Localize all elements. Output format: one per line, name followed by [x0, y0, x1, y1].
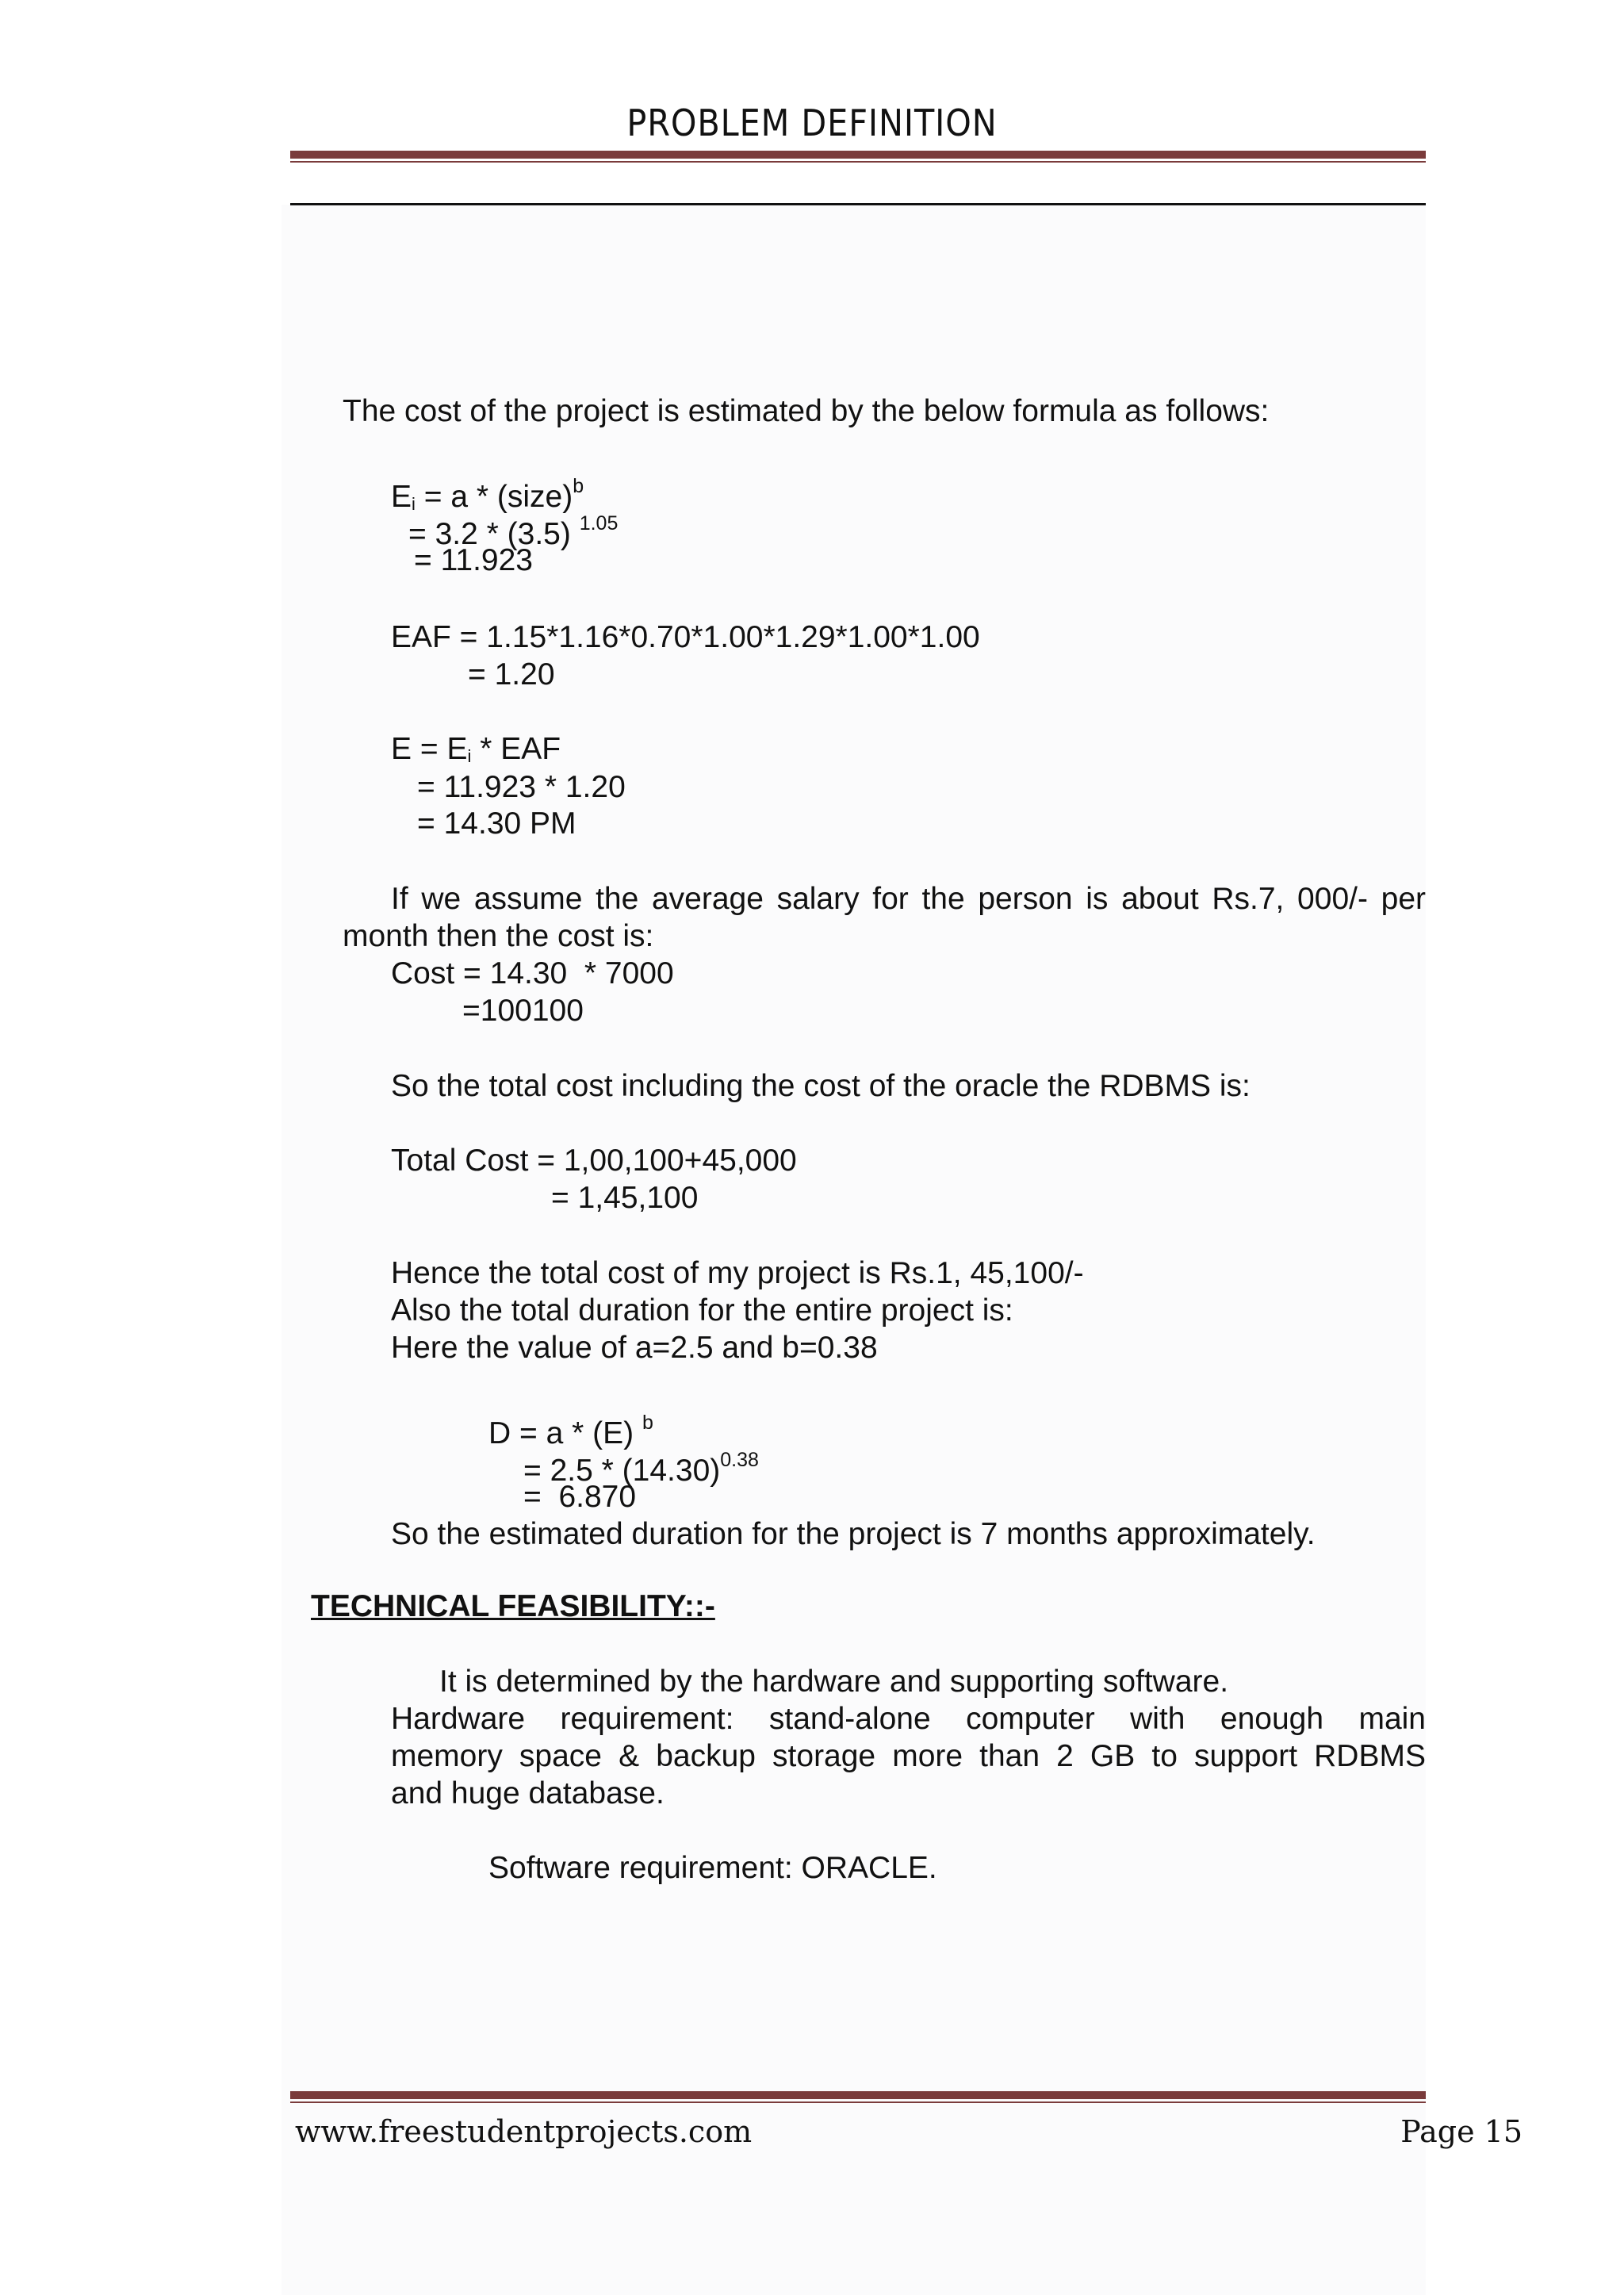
technical-feasibility-heading: TECHNICAL FEASIBILITY::-	[311, 1589, 715, 1623]
footer-thin-rule	[290, 2102, 1426, 2103]
duration-result: So the estimated duration for the project is 7 months approximately.	[391, 1517, 1316, 1551]
salary-line-1: If we assume the average salary for the person is about Rs.7, 000/- per	[391, 882, 1426, 916]
intro-text: The cost of the project is estimated by the below formula as follows:	[343, 394, 1270, 428]
hence-line: Hence the total cost of my project is Rs.1, 45,100/-	[391, 1256, 1084, 1290]
ei-formula: Ei = a * (size)$^b$	[391, 475, 584, 514]
hardware-line-1: Hardware requirement: stand-alone computer with enough main	[391, 1702, 1426, 1736]
footer-page-number: Page 15	[1400, 2114, 1522, 2149]
header-black-rule	[290, 203, 1426, 205]
header-thin-rule	[290, 161, 1426, 163]
d-step-1: = $2.5 * (14.30)^{0.38}$	[523, 1449, 759, 1488]
d-step-2: = 6.870	[523, 1480, 637, 1514]
eaf-result: = 1.20	[468, 657, 555, 692]
duration-line: Also the total duration for the entire project is:	[391, 1293, 1013, 1328]
hardware-line-3: and huge database.	[391, 1776, 665, 1810]
total-result: = 1,45,100	[551, 1181, 699, 1215]
software-line: Software requirement: ORACLE.	[488, 1851, 937, 1885]
hardware-line-2: memory space & backup storage more than 2 GB to support RDBMS	[391, 1739, 1426, 1773]
eaf-formula: EAF = 1.15*1.16*0.70*1.00*1.29*1.00*1.00	[391, 620, 980, 654]
footer-website-url: www.freestudentprojects.com	[295, 2114, 753, 2149]
values-line: Here the value of a=2.5 and b=0.38	[391, 1331, 878, 1365]
footer-red-rule	[290, 2091, 1426, 2099]
salary-line-2: month then the cost is:	[343, 919, 654, 953]
cost-formula: Cost = 14.30 * 7000	[391, 956, 674, 990]
header-red-rule	[290, 151, 1426, 159]
page-header-title: PROBLEM DEFINITION	[626, 102, 998, 144]
total-formula: Total Cost = 1,00,100+45,000	[391, 1144, 797, 1178]
e-step-1: = 11.923 * 1.20	[417, 770, 626, 804]
tech-line-1: It is determined by the hardware and supporting software.	[439, 1665, 1229, 1699]
ei-step-1: = 3.2 * (3.5) $^{1.05}$	[408, 512, 619, 551]
total-intro: So the total cost including the cost of the oracle the RDBMS is:	[391, 1069, 1251, 1103]
e-formula: E = Ei * EAF	[391, 732, 561, 766]
cost-result: =100100	[462, 994, 584, 1028]
e-step-2: = 14.30 PM	[417, 807, 576, 841]
ei-step-2: = 11.923	[414, 543, 534, 577]
d-formula: D = a * (E) $^b$	[488, 1412, 653, 1450]
